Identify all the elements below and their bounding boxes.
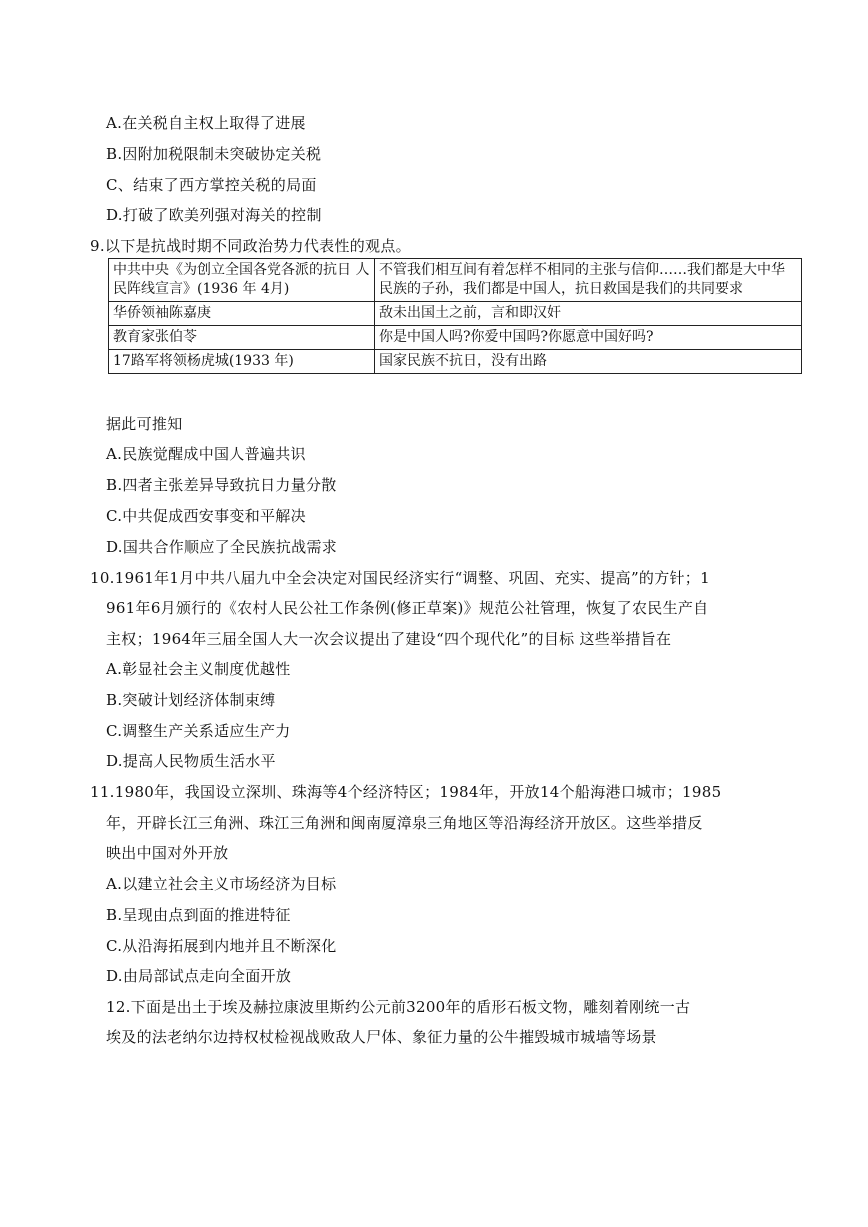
q11-option-d: D.由局部试点走向全面开放 <box>106 967 292 985</box>
q10-option-a: A.彰显社会主义制度优越性 <box>106 660 291 678</box>
q9-option-c: C.中共促成西安事变和平解决 <box>106 507 306 525</box>
table-cell-source: 中共中央《为创立全国各党各派的抗日 人民阵线宣言》(1936 年 4月) <box>109 259 375 302</box>
q10-option-c: C.调整生产关系适应生产力 <box>106 722 291 740</box>
q10-option-d: D.提高人民物质生活水平 <box>106 752 276 770</box>
table-row <box>109 259 802 302</box>
q9-option-d: D.国共合作顺应了全民族抗战需求 <box>106 538 338 556</box>
q11-stem-line-2: 年，开辟长江三角洲、珠江三角洲和闽南厦漳泉三角地区等沿海经济开放区。这些举措反 <box>106 814 703 832</box>
q10-stem-line-1: 10.1961年1月中共八届九中全会决定对国民经济实行“调整、巩固、充实、提高”的方针；1 <box>90 569 710 587</box>
q9-option-b: B.四者主张差异导致抗日力量分散 <box>106 476 337 494</box>
q12-stem-line-1: 12.下面是出土于埃及赫拉康波里斯约公元前3200年的盾形石板文物，雕刻着刚统一古 <box>106 998 691 1016</box>
q11-stem-line-3: 映出中国对外开放 <box>106 844 229 862</box>
q9-option-a: A.民族觉醒成中国人普遍共识 <box>106 445 306 463</box>
q11-option-b: B.呈现由点到面的推进特征 <box>106 906 291 924</box>
q10-stem-line-2: 961年6月颁行的《农村人民公社工作条例(修正草案)》规范公社管理，恢复了农民生产自 <box>106 599 709 617</box>
table-cell-source: 教育家张伯苓 <box>109 326 375 350</box>
q8-option-b: B.因附加税限制未突破协定关税 <box>106 145 322 163</box>
q10-option-b: B.突破计划经济体制束缚 <box>106 691 276 709</box>
q9-lead: 据此可推知 <box>106 415 183 433</box>
table-cell-source: 华侨领袖陈嘉庚 <box>109 302 375 326</box>
q11-stem-line-1: 11.1980年，我国设立深圳、珠海等4个经济特区；1984年，开放14个船海港口城市；1985 <box>90 783 722 801</box>
q9-viewpoints-table <box>108 258 802 374</box>
table-cell-view: 你是中国人吗?你爱中国吗?你愿意中国好吗? <box>375 326 802 350</box>
q8-option-d: D.打破了欧美列强对海关的控制 <box>106 206 322 224</box>
q12-stem-line-2: 埃及的法老纳尔边持权杖检视战败敌人尸体、象征力量的公牛摧毁城市城墙等场景 <box>106 1028 657 1046</box>
q11-option-c: C.从沿海拓展到内地并且不断深化 <box>106 937 337 955</box>
table-cell-source: 17路军将领杨虎城(1933 年) <box>109 350 375 374</box>
q11-option-a: A.以建立社会主义市场经济为目标 <box>106 875 337 893</box>
table-cell-view: 国家民族不抗日，没有出路 <box>375 350 802 374</box>
table-row <box>109 326 802 350</box>
table-cell-view: 敌未出国土之前，言和即汉奸 <box>375 302 802 326</box>
q10-stem-line-3: 主权；1964年三届全国人大一次会议提出了建设“四个现代化”的目标 这些举措旨在 <box>106 630 672 648</box>
table-row <box>109 350 802 374</box>
table-cell-view: 不管我们相互间有着怎样不相同的主张与信仰……我们都是大中华民族的子孙，我们都是中国人，抗日救国是我们的共同要求 <box>375 259 802 302</box>
q9-stem: 9.以下是抗战时期不同政治势力代表性的观点。 <box>90 237 411 255</box>
q8-option-c: C、结束了西方掌控关税的局面 <box>106 176 317 194</box>
table-row <box>109 302 802 326</box>
q8-option-a: A.在关税自主权上取得了进展 <box>106 114 306 132</box>
